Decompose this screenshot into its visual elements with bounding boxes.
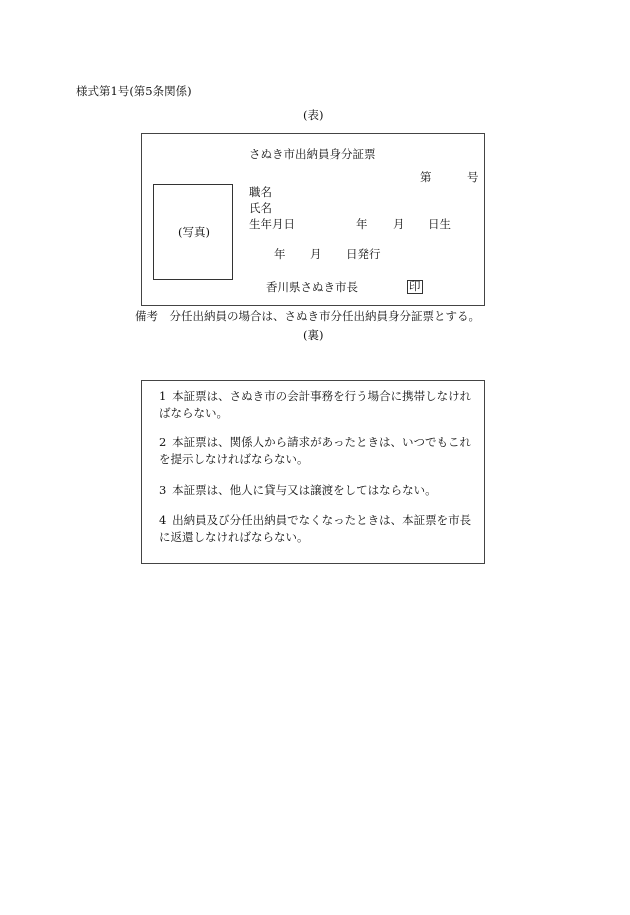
issue-month: 月: [310, 247, 322, 261]
issue-day: 日発行: [346, 247, 381, 261]
back-card: [141, 380, 485, 564]
list-item: [159, 434, 479, 468]
number-go: 号: [467, 170, 479, 184]
card-title: さぬき市出納員身分証票: [249, 147, 376, 161]
issue-year: 年: [274, 247, 286, 261]
shimei-label: 氏名: [249, 201, 272, 215]
number-dai: 第: [420, 170, 432, 184]
back-side-label: (裏): [303, 328, 324, 342]
list-item: [159, 388, 479, 422]
birth-day: 日生: [428, 217, 451, 231]
form-label: 様式第1号(第5条関係): [76, 84, 192, 98]
birth-year: 年: [356, 217, 368, 231]
item-number: 4: [159, 513, 167, 527]
issuer: 香川県さぬき市長: [266, 280, 358, 294]
item-number: 2: [159, 435, 167, 449]
item-text: 本証票は、他人に貸与又は譲渡をしてはならない。: [172, 483, 437, 497]
front-card: [141, 133, 485, 306]
front-side-label: (表): [303, 108, 324, 122]
item-text: 本証票は、さぬき市の会計事務を行う場合に携帯しなければならない。: [159, 389, 472, 420]
list-item: [159, 482, 479, 499]
birth-month: 月: [393, 217, 405, 231]
item-number: 1: [159, 389, 167, 403]
item-number: 3: [159, 483, 167, 497]
birth-label: 生年月日: [249, 217, 295, 231]
item-text: 出納員及び分任出納員でなくなったときは、本証票を市長に返還しなければならない。: [159, 513, 472, 544]
item-text: 本証票は、関係人から請求があったときは、いつでもこれを提示しなければならない。: [159, 435, 471, 466]
shokumei-label: 職名: [249, 185, 272, 199]
note: 備考 分任出納員の場合は、さぬき市分任出納員身分証票とする。: [135, 309, 480, 323]
photo-area: [153, 184, 233, 280]
photo-label: (写真): [178, 225, 210, 239]
list-item: [159, 512, 479, 546]
seal-mark: 印: [409, 279, 421, 293]
